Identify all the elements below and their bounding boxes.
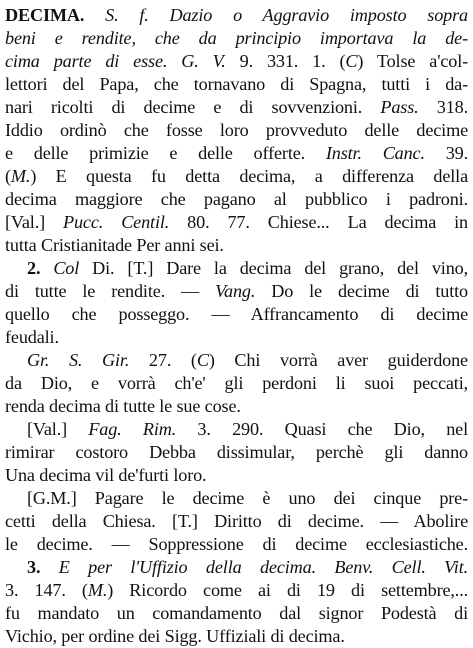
- entry-line: [5, 119, 468, 142]
- text-segment: Di. [: [79, 258, 134, 278]
- entry-line: [5, 303, 468, 326]
- entry-line: [5, 625, 468, 648]
- text-segment: fu mandato un comandamento dal signor Podestà di: [5, 603, 468, 623]
- entry-line: [5, 464, 468, 487]
- text-segment: e delle primizie e delle offerte.: [5, 143, 326, 163]
- italic-text: Col: [53, 258, 80, 278]
- entry-line: [5, 211, 468, 234]
- entry-line: [5, 487, 468, 510]
- entry-line: [5, 188, 468, 211]
- text-segment: Do le decime di tutto: [255, 281, 468, 301]
- entry-line: [5, 395, 468, 418]
- entry-line: [5, 372, 468, 395]
- text-segment: ] Dare la decima del grano, del vino,: [147, 258, 468, 278]
- entry-line: [5, 234, 468, 257]
- italic-text: cima parte di esse. G. V.: [5, 51, 226, 71]
- text-segment: 9. 331. 1. (: [225, 51, 346, 71]
- italic-text: Vang.: [215, 281, 256, 301]
- entry-line: [5, 96, 468, 119]
- italic-text: C: [196, 350, 209, 370]
- italic-text: C: [345, 51, 358, 71]
- text-segment: lettori del Papa, che tornavano di Spagna, tutti i da-: [5, 74, 468, 94]
- text-segment: [Val.]: [27, 419, 89, 439]
- italic-text: Fag. Rim.: [88, 419, 177, 439]
- text-segment: T.: [133, 258, 148, 278]
- text-segment: 27. (: [129, 350, 197, 370]
- text-segment: Iddio ordinò che fosse loro provveduto delle decime: [5, 120, 468, 140]
- dictionary-entry: [5, 4, 468, 648]
- text-segment: ) Tolse a'col-: [357, 51, 469, 71]
- headword: 3.: [27, 557, 59, 577]
- text-segment: 3. 290. Quasi che Dio, nel: [176, 419, 468, 439]
- entry-line: [5, 50, 468, 73]
- text-segment: [Val.]: [5, 212, 64, 232]
- italic-text: Gr. S. Gir.: [27, 350, 130, 370]
- text-segment: quello che posseggo. — Affrancamento di decime: [5, 304, 468, 324]
- text-segment: feudali.: [5, 327, 59, 347]
- italic-text: E per l'Uffizio della decima. Benv. Cell. Vit.: [58, 557, 468, 577]
- italic-text: M.: [87, 580, 108, 600]
- headword: 2.: [27, 258, 54, 278]
- entry-line: [5, 165, 468, 188]
- text-segment: 39.: [424, 143, 468, 163]
- italic-text: beni e rendite, che da principio importava la: [5, 28, 446, 48]
- text-segment: tutta Cristianitade Per anni sei.: [5, 235, 224, 255]
- text-segment: Una decima vil de'furti loro.: [5, 465, 207, 485]
- text-segment: di tutte le rendite. —: [5, 281, 216, 301]
- entry-line: [5, 602, 468, 625]
- italic-text: S. f. Dazio o Aggravio imposto sopra: [84, 5, 468, 25]
- entry-line: [5, 441, 468, 464]
- entry-line: [5, 4, 468, 27]
- text-segment: ] Diritto di decime. — Abolire: [191, 511, 468, 531]
- entry-line: [5, 280, 468, 303]
- italic-text: de-: [445, 28, 468, 48]
- entry-line: [5, 556, 468, 579]
- italic-text: Pucc. Centil.: [63, 212, 170, 232]
- text-segment: [G.M.] Pagare le decime è uno dei cinque pre-: [27, 488, 468, 508]
- text-segment: Vichio, per ordine dei Sigg. Uffiziali di decima.: [5, 626, 345, 646]
- text-segment: da Dio, e vorrà ch'e' gli perdoni li suoi peccati,: [5, 373, 468, 393]
- headword: DECIMA.: [5, 5, 85, 25]
- italic-text: Pass.: [380, 97, 419, 117]
- text-segment: ) Ricordo come ai di 19 di settembre,...: [107, 580, 468, 600]
- entry-line: [5, 349, 468, 372]
- entry-line: [5, 27, 468, 50]
- text-segment: le decime. — Soppressione di decime ecclesiastiche.: [5, 534, 468, 554]
- text-segment: decima maggiore che pagano al pubblico i padroni.: [5, 189, 468, 209]
- text-segment: T.: [177, 511, 192, 531]
- entry-line: [5, 326, 468, 349]
- text-segment: (: [5, 166, 11, 186]
- entry-line: [5, 510, 468, 533]
- entry-line: [5, 579, 468, 602]
- entry-line: [5, 533, 468, 556]
- text-segment: cetti della Chiesa. [: [5, 511, 178, 531]
- entry-line: [5, 142, 468, 165]
- text-segment: 80. 77. Chiese... La decima in: [169, 212, 468, 232]
- entry-line: [5, 73, 468, 96]
- entry-text: [5, 4, 468, 648]
- text-segment: ) E questa fu detta decima, a differenza della: [30, 166, 468, 186]
- text-segment: 318.: [418, 97, 468, 117]
- text-segment: renda decima di tutte le sue cose.: [5, 396, 241, 416]
- text-segment: nari ricolti di decime e di sovvenzioni.: [5, 97, 381, 117]
- text-segment: rimirar costoro Debba dissimular, perchè gli danno: [5, 442, 468, 462]
- text-segment: 3. 147. (: [5, 580, 88, 600]
- entry-line: [5, 257, 468, 280]
- text-segment: ) Chi vorrà aver guiderdone: [208, 350, 468, 370]
- italic-text: M.: [10, 166, 31, 186]
- entry-line: [5, 418, 468, 441]
- italic-text: Instr. Canc.: [325, 143, 425, 163]
